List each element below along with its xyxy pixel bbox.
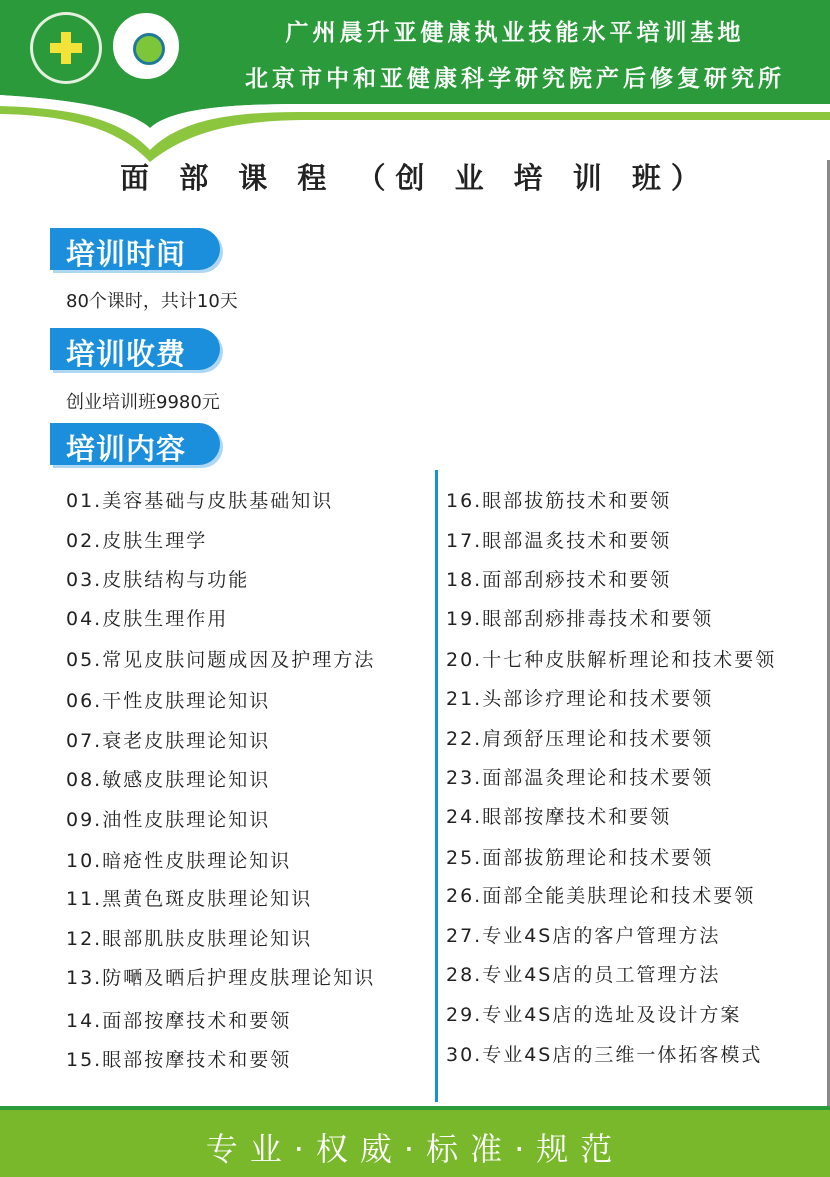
section-label-fee: 培训收费 [66,337,187,371]
course-item: 20.十七种皮肤解析理论和技术要领 [446,649,777,671]
course-item: 07.衰老皮肤理论知识 [66,730,271,752]
section-label-time: 培训时间 [66,237,187,271]
course-item: 10.暗疮性皮肤理论知识 [66,850,292,872]
course-item: 29.专业4S店的选址及设计方案 [446,1004,742,1026]
course-item: 05.常见皮肤问题成因及护理方法 [66,649,376,671]
section-tag-fee [50,328,220,370]
course-item: 24.眼部按摩技术和要领 [446,806,672,828]
course-item: 14.面部按摩技术和要领 [66,1010,292,1032]
course-item: 30.专业4S店的三维一体拓客模式 [446,1044,763,1066]
health-cross-logo [30,12,102,84]
course-item: 23.面部温灸理论和技术要领 [446,767,714,789]
course-item: 15.眼部按摩技术和要领 [66,1049,292,1071]
course-item: 25.面部拔筋理论和技术要领 [446,847,714,869]
course-title: 面 部 课 程 （创 业 培 训 班） [120,161,710,195]
institute-seal-logo [110,10,182,82]
training-fee-text: 创业培训班9980元 [66,392,220,413]
course-item: 28.专业4S店的员工管理方法 [446,964,721,986]
course-item: 11.黑黄色斑皮肤理论知识 [66,888,313,910]
course-item: 04.皮肤生理作用 [66,608,229,630]
section-label-content: 培训内容 [66,432,187,466]
header-line-1: 广州晨升亚健康执业技能水平培训基地 [285,20,745,46]
course-item: 27.专业4S店的客户管理方法 [446,925,721,947]
course-item: 13.防嗮及晒后护理皮肤理论知识 [66,967,376,989]
course-item: 22.肩颈舒压理论和技术要领 [446,728,714,750]
course-item: 16.眼部拔筋技术和要领 [446,490,672,512]
course-item: 01.美容基础与皮肤基础知识 [66,490,334,512]
section-tag-content [50,423,220,465]
footer-banner [0,1106,830,1177]
course-item: 06.干性皮肤理论知识 [66,690,271,712]
course-item: 21.头部诊疗理论和技术要领 [446,688,714,710]
course-item: 08.敏感皮肤理论知识 [66,769,271,791]
course-item: 26.面部全能美肤理论和技术要领 [446,885,756,907]
course-item: 09.油性皮肤理论知识 [66,809,271,831]
course-item: 19.眼部刮痧排毒技术和要领 [446,608,714,630]
course-item: 12.眼部肌肤皮肤理论知识 [66,928,313,950]
course-item: 18.面部刮痧技术和要领 [446,569,672,591]
section-tag-time [50,228,220,270]
header-line-2: 北京市中和亚健康科学研究院产后修复研究所 [245,66,785,92]
footer-slogan: 专业·权威·标准·规范 [205,1130,625,1168]
course-item: 03.皮肤结构与功能 [66,569,250,591]
course-item: 17.眼部温炙技术和要领 [446,530,672,552]
training-time-text: 80个课时，共计10天 [66,291,238,312]
course-item: 02.皮肤生理学 [66,530,208,552]
column-divider [435,470,438,1102]
header-banner [0,0,830,170]
